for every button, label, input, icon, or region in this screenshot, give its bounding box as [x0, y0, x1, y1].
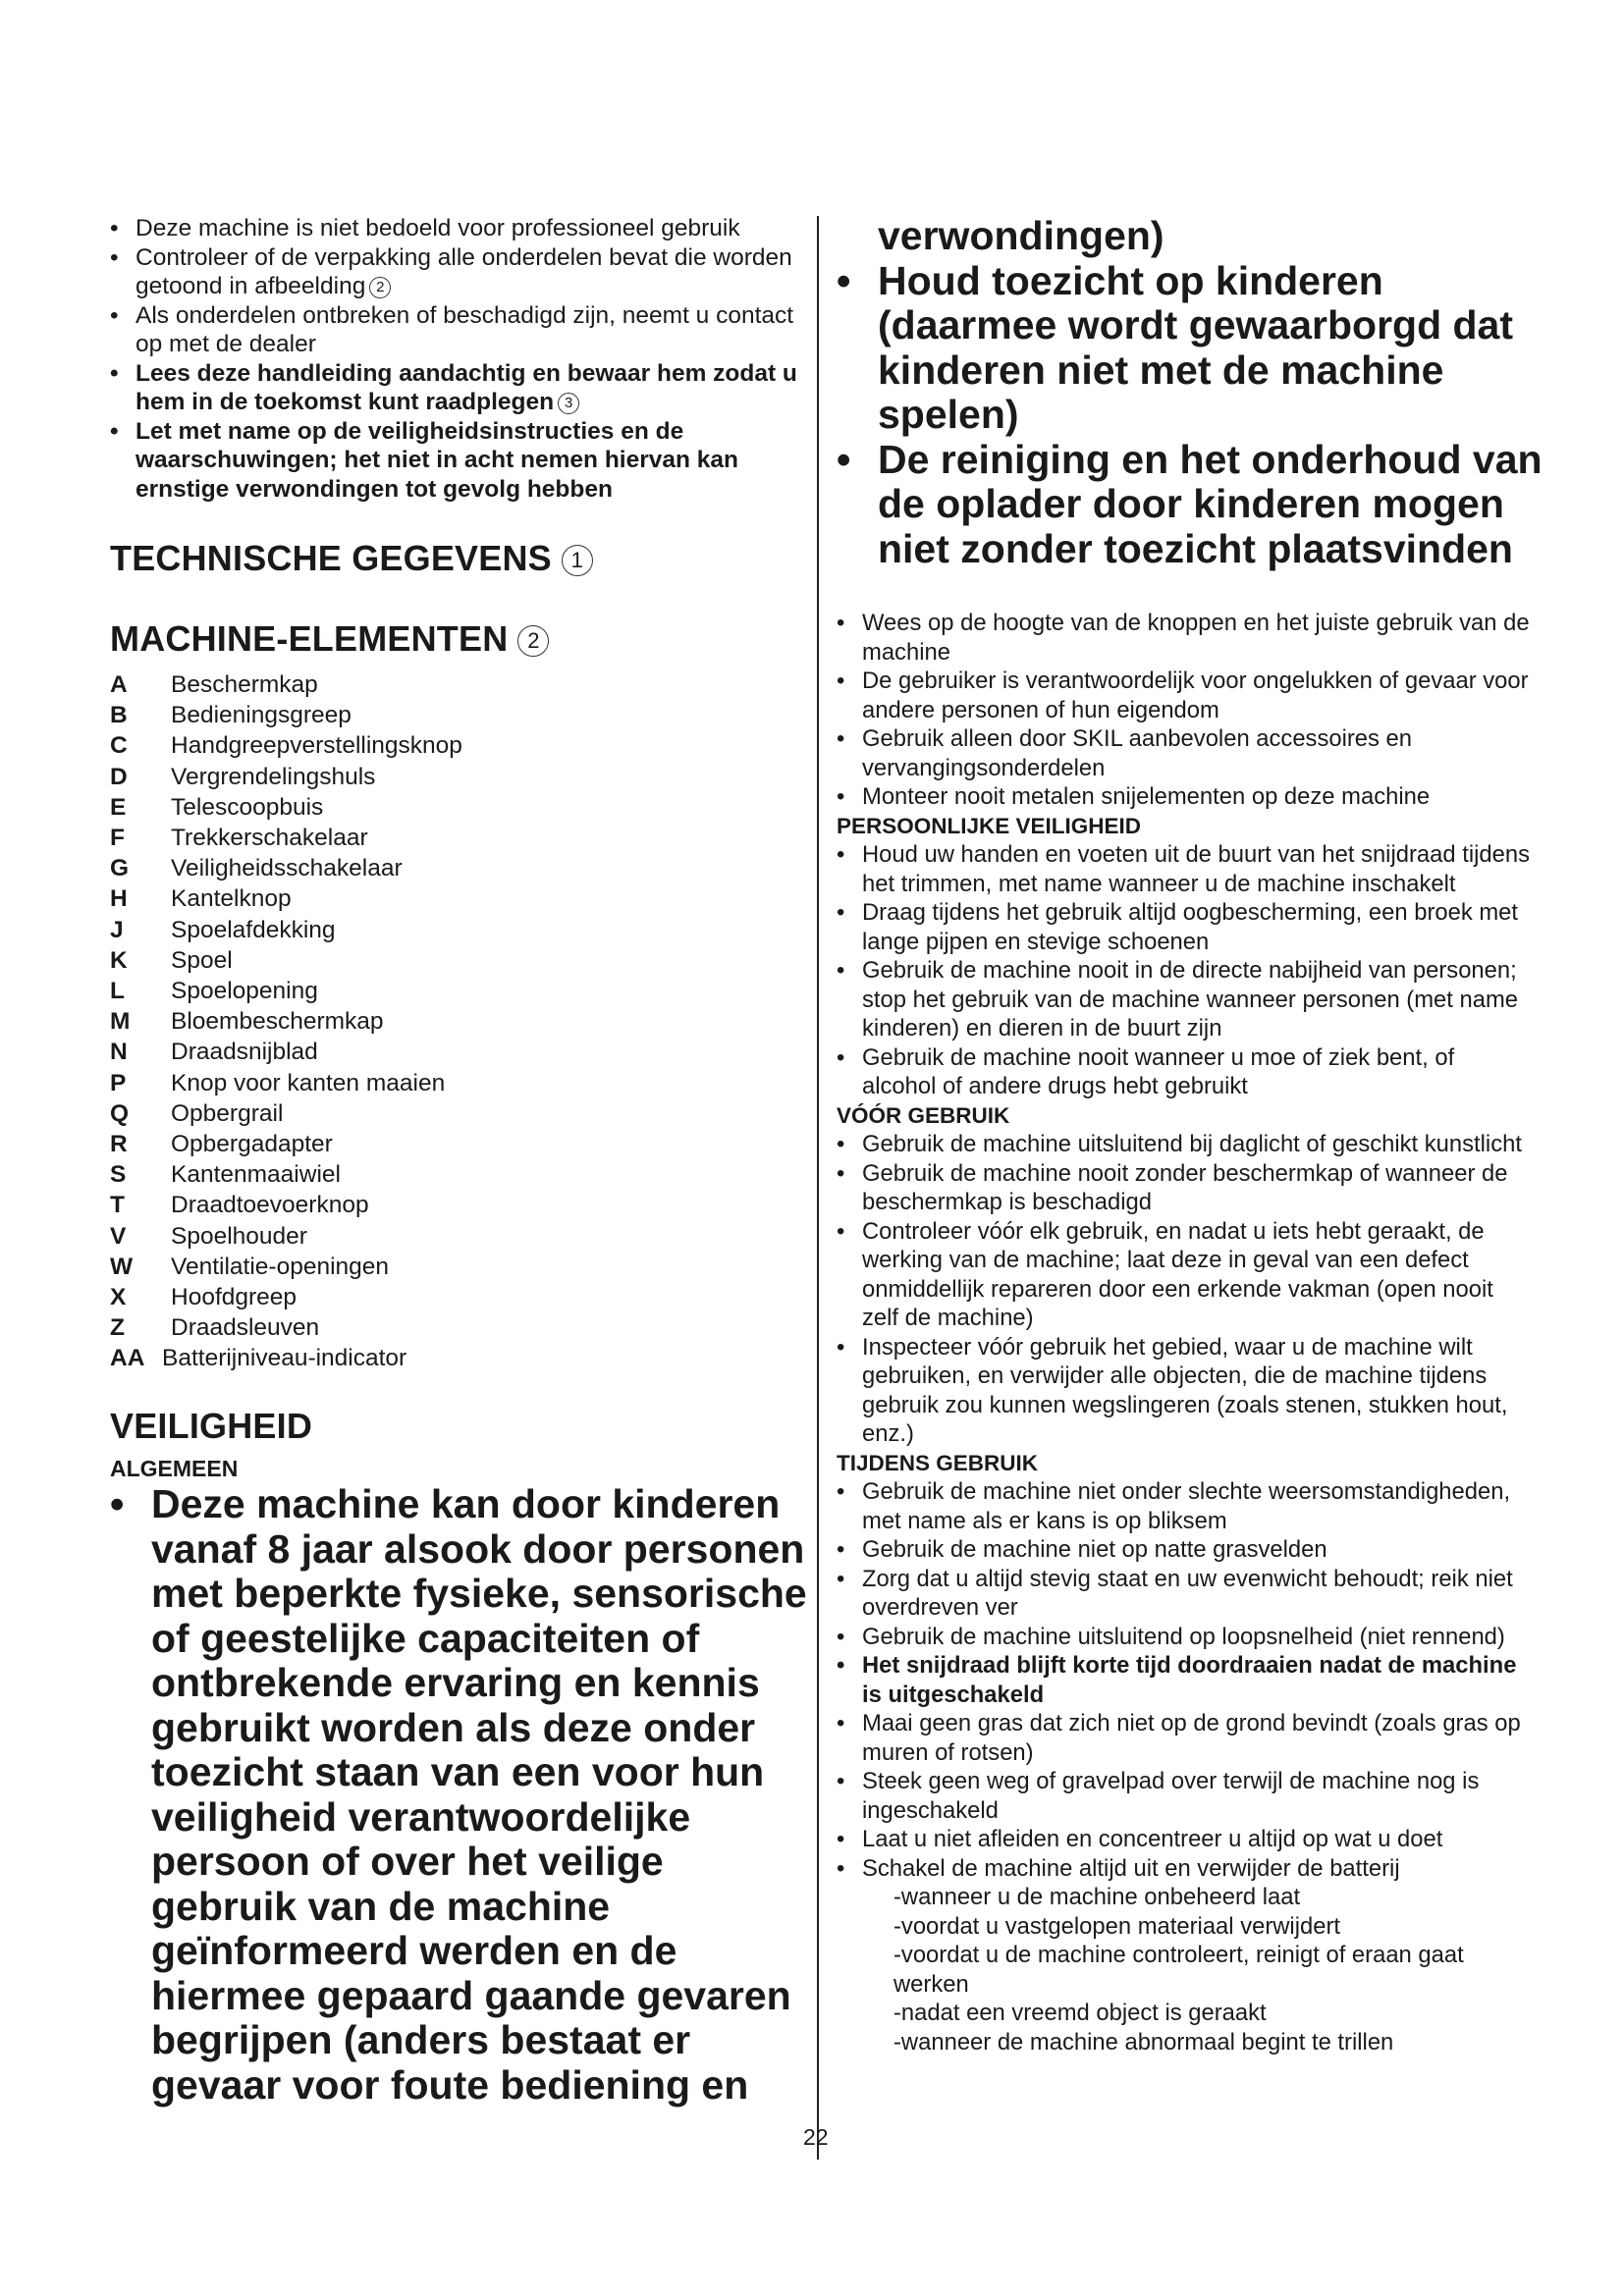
- parts-list: [110, 669, 803, 1374]
- intro-bullet: • Deze machine is niet bedoeld voor professioneel gebruik: [110, 214, 803, 243]
- part-row: F Trekkerschakelaar: [110, 825, 368, 852]
- during-use-bullet: • Schakel de machine altijd uit en verwijder de batterij: [837, 1854, 1534, 1884]
- personal-safety-bullet: • Gebruik de machine nooit wanneer u moe of ziek bent, of alcohol of andere drugs hebt gebruikt: [837, 1043, 1534, 1101]
- during-use-bullet: • Laat u niet afleiden en concentreer u altijd op wat u doet: [837, 1825, 1534, 1854]
- part-row: P Knop voor kanten maaien: [110, 1069, 446, 1096]
- during-use-bullet: • Zorg dat u altijd stevig staat en uw evenwicht behoudt; reik niet overdreven ver: [837, 1565, 1534, 1623]
- part-row: Q Opbergrail: [110, 1099, 284, 1127]
- before-use-bullet: • Gebruik de machine nooit zonder beschermkap of wanneer de beschermkap is beschadigd: [837, 1159, 1534, 1217]
- during-use-list: [837, 1477, 1534, 1883]
- part-row: T Draadtoevoerknop: [110, 1192, 369, 1219]
- part-row: R Opbergadapter: [110, 1131, 333, 1158]
- intro-bullet: • Als onderdelen ontbreken of beschadigd zijn, neemt u contact op met de dealer: [110, 301, 803, 359]
- part-row: M Bloembeschermkap: [110, 1008, 384, 1036]
- during-use-bullet: • Maai geen gras dat zich niet op de grond bevindt (zoals gras op muren of rotsen): [837, 1709, 1534, 1767]
- personal-safety-bullet: • Draag tijdens het gebruik altijd oogbescherming, een broek met lange pijpen en stevige schoenen: [837, 898, 1534, 956]
- personal-safety-bullet: • Houd uw handen en voeten uit de buurt van het snijdraad tijdens het trimmen, met name wanneer u de machine inschakelt: [837, 840, 1534, 898]
- part-row: A Beschermkap: [110, 671, 318, 698]
- page-number: 22: [803, 2124, 829, 2150]
- dash-item: -nadat een vreemd object is geraakt: [893, 2000, 1267, 2026]
- before-use-list: [837, 1130, 1534, 1449]
- during-use-bullet: • Gebruik de machine niet onder slechte weersomstandigheden, met name als er kans is op bliksem: [837, 1477, 1534, 1535]
- figure-reference-icon: 2: [517, 625, 549, 657]
- figure-reference-icon: 1: [562, 545, 593, 576]
- dash-item: -voordat u vastgelopen materiaal verwijdert: [893, 1912, 1341, 1940]
- dash-item: -wanneer de machine abnormaal begint te trillen: [893, 2028, 1394, 2056]
- column-divider: [817, 216, 819, 2160]
- technical-data-heading: TECHNISCHE GEGEVENS 1: [110, 538, 593, 579]
- before-use-bullet: • Inspecteer vóór gebruik het gebied, waar u de machine wilt gebruiken, en verwijder alle objecten, die de machine tijdens gebruik zou kunnen wegslingeren (zoals stenen, stukken hout, enz.): [837, 1333, 1534, 1449]
- during-use-bullet: • Gebruik de machine niet op natte grasvelden: [837, 1535, 1534, 1565]
- part-row: L Spoelopening: [110, 978, 318, 1005]
- part-row: G Veiligheidsschakelaar: [110, 855, 403, 882]
- during-use-heading: TIJDENS GEBRUIK: [837, 1450, 1039, 1475]
- part-row: E Telescoopbuis: [110, 793, 324, 821]
- general-subheading: ALGEMEEN: [110, 1456, 239, 1481]
- part-row: X Hoofdgreep: [110, 1284, 298, 1311]
- intro-list: [110, 214, 803, 504]
- dash-item: -wanneer u de machine onbeheerd laat: [893, 1884, 1301, 1910]
- general-list: [837, 609, 1534, 812]
- part-row: D Vergrendelingshuls: [110, 763, 376, 790]
- part-row: S Kantenmaaiwiel: [110, 1161, 341, 1189]
- supervision-list: [837, 259, 1543, 572]
- during-use-bullet: • Gebruik de machine uitsluitend op loopsnelheid (niet rennend): [837, 1623, 1534, 1652]
- part-row: AA Batterijniveau-indicator: [110, 1345, 407, 1372]
- part-row: N Draadsnijblad: [110, 1039, 318, 1066]
- child-warning-bullet: • Deze machine kan door kinderen vanaf 8 jaar alsook door personen met beperkte fysieke, sensorische of geestelijke capaciteiten of ontbrekende ervaring en kennis gebruikt worden als deze onder toezicht staan van een voor hun veiligheid verantwoordelijke persoon of over het veilige gebruik van de machine geïnformeerd werden en de hiermee gepaard gaande gevaren begrijpen (anders bestaat er gevaar voor foute bediening en: [110, 1482, 817, 2108]
- general-bullet: • Wees op de hoogte van de knoppen en het juiste gebruik van de machine: [837, 609, 1534, 667]
- before-use-bullet: • Gebruik de machine uitsluitend bij daglicht of geschikt kunstlicht: [837, 1130, 1534, 1159]
- general-bullet: • De gebruiker is verantwoordelijk voor ongelukken of gevaar voor andere personen of hun eigendom: [837, 667, 1534, 724]
- part-row: V Spoelhouder: [110, 1222, 307, 1250]
- before-use-heading: VÓÓR GEBRUIK: [837, 1102, 1010, 1128]
- safety-heading: VEILIGHEID: [110, 1406, 313, 1446]
- machine-elements-heading: MACHINE-ELEMENTEN 2: [110, 618, 549, 660]
- part-row: W Ventilatie-openingen: [110, 1253, 390, 1280]
- personal-safety-list: [837, 840, 1534, 1101]
- safety-instructions: [837, 609, 1534, 2056]
- supervision-bullet: • Houd toezicht op kinderen (daarmee wordt gewaarborgd dat kinderen niet met de machine spelen): [837, 259, 1543, 438]
- child-warning-section: [110, 1482, 817, 2108]
- general-bullet: • Gebruik alleen door SKIL aanbevolen accessoires en vervangingsonderdelen: [837, 724, 1534, 782]
- supervision-bullet: • De reiniging en het onderhoud van de oplader door kinderen mogen niet zonder toezicht plaatsvinden: [837, 438, 1543, 572]
- during-use-bullet: • Het snijdraad blijft korte tijd doordraaien nadat de machine is uitgeschakeld: [837, 1651, 1534, 1709]
- personal-safety-bullet: • Gebruik de machine nooit in de directe nabijheid van personen; stop het gebruik van de machine wanneer personen (met name kinderen) en dieren in de buurt zijn: [837, 956, 1534, 1043]
- part-row: J Spoelafdekking: [110, 916, 336, 943]
- intro-bullet: • Let met name op de veiligheidsinstructies en de waarschuwingen; het niet in acht nemen hiervan kan ernstige verwondingen tot gevolg hebben: [110, 417, 803, 505]
- intro-bullet: • Controleer of de verpakking alle onderdelen bevat die worden getoond in afbeelding 2: [110, 243, 803, 301]
- before-use-bullet: • Controleer vóór elk gebruik, en nadat u iets hebt geraakt, de werking van de machine; laat deze in geval van een defect onmiddellijk repareren door een erkende vakman (open nooit zelf de machine): [837, 1217, 1534, 1333]
- intro-section: [110, 214, 803, 504]
- general-bullet: • Monteer nooit metalen snijelementen op deze machine: [837, 782, 1534, 812]
- figure-reference-icon: 2: [369, 277, 391, 298]
- part-row: C Handgreepverstellingsknop: [110, 732, 462, 760]
- supervision-warnings: [837, 214, 1543, 571]
- personal-safety-heading: PERSOONLIJKE VEILIGHEID: [837, 813, 1142, 838]
- figure-reference-icon: 3: [558, 393, 579, 414]
- warning-continuation: verwondingen): [878, 213, 1164, 258]
- part-row: B Bedieningsgreep: [110, 702, 352, 729]
- part-row: K Spoel: [110, 946, 233, 974]
- child-warning-list: [110, 1482, 817, 2108]
- part-row: Z Draadsleuven: [110, 1314, 320, 1342]
- dash-item: -voordat u de machine controleert, reinigt of eraan gaat werken: [893, 1942, 1464, 1998]
- during-use-bullet: • Steek geen weg of gravelpad over terwijl de machine nog is ingeschakeld: [837, 1767, 1534, 1825]
- part-row: H Kantelknop: [110, 885, 292, 913]
- intro-bullet: • Lees deze handleiding aandachtig en bewaar hem zodat u hem in de toekomst kunt raadplegen 3: [110, 359, 803, 417]
